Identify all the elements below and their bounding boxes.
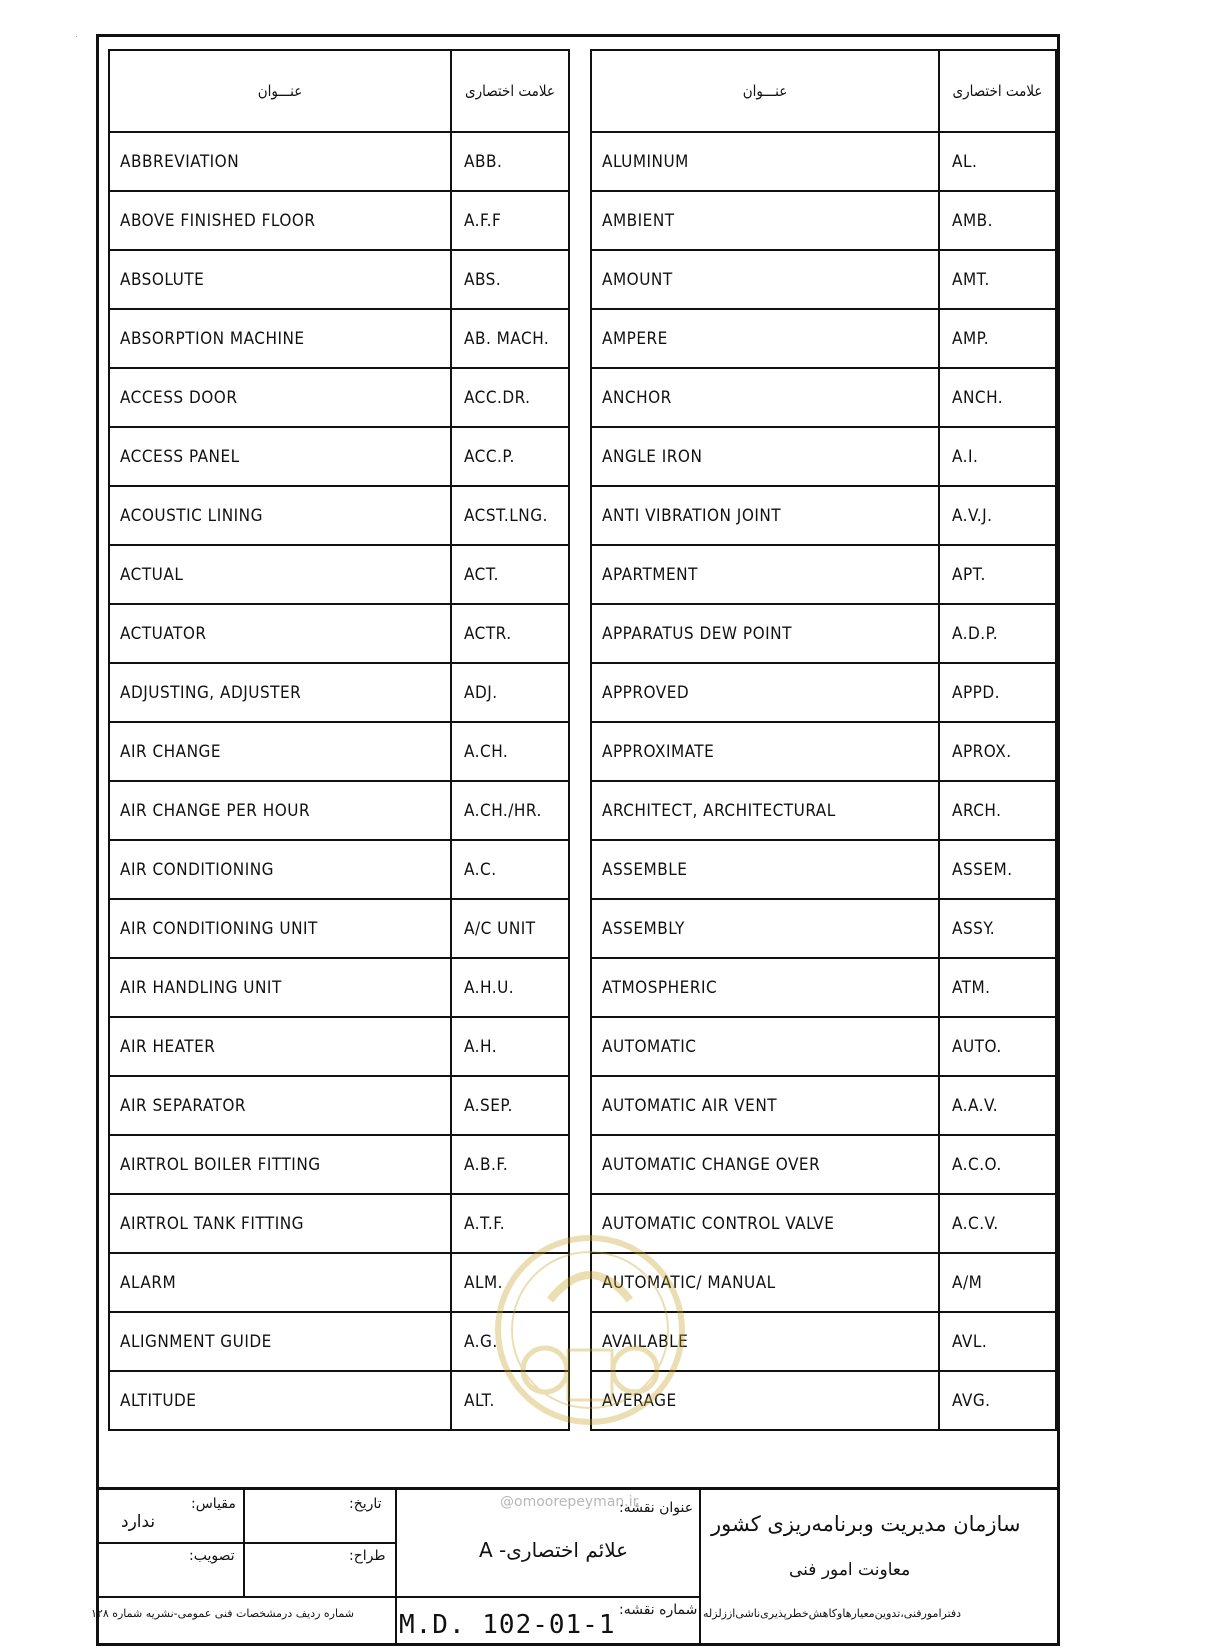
term-title: ASSEMBLE — [591, 840, 939, 899]
term-abbreviation: A.A.V. — [939, 1076, 1056, 1135]
term-abbreviation: A.CH. — [451, 722, 569, 781]
term-abbreviation: ACC.P. — [451, 427, 569, 486]
table-row — [109, 781, 569, 840]
table-row — [109, 840, 569, 899]
term-title: ANGLE IRON — [591, 427, 939, 486]
table-row — [109, 1135, 569, 1194]
term-title: ACOUSTIC LINING — [109, 486, 451, 545]
table-row — [109, 1076, 569, 1135]
term-abbreviation: ACC.DR. — [451, 368, 569, 427]
term-abbreviation: ACTR. — [451, 604, 569, 663]
term-title: ALTITUDE — [109, 1371, 451, 1430]
term-abbreviation: AMB. — [939, 191, 1056, 250]
table-row — [591, 250, 1056, 309]
term-abbreviation: ABB. — [451, 132, 569, 191]
term-title: AUTOMATIC AIR VENT — [591, 1076, 939, 1135]
table-row — [591, 781, 1056, 840]
term-title: ADJUSTING, ADJUSTER — [109, 663, 451, 722]
abbreviation-table-right — [590, 49, 1057, 1431]
term-title: AUTOMATIC/ MANUAL — [591, 1253, 939, 1312]
organization-name: سازمان مدیریت وبرنامه‌ریزی کشور — [711, 1512, 1021, 1536]
column-header-abbreviation: علامت اختصاری — [939, 50, 1056, 132]
table-row — [109, 427, 569, 486]
table-body — [109, 132, 569, 1430]
table-row — [109, 191, 569, 250]
term-title: ACCESS PANEL — [109, 427, 451, 486]
term-abbreviation: ATM. — [939, 958, 1056, 1017]
table-row — [591, 132, 1056, 191]
table-row — [591, 1135, 1056, 1194]
term-abbreviation: A.F.F — [451, 191, 569, 250]
term-abbreviation: A.G. — [451, 1312, 569, 1371]
term-title: AIRTROL TANK FITTING — [109, 1194, 451, 1253]
table-row — [591, 1371, 1056, 1430]
term-abbreviation: AMP. — [939, 309, 1056, 368]
term-abbreviation: A.CH./HR. — [451, 781, 569, 840]
term-abbreviation: ADJ. — [451, 663, 569, 722]
table-row — [109, 958, 569, 1017]
term-abbreviation: A.B.F. — [451, 1135, 569, 1194]
term-title: ACTUAL — [109, 545, 451, 604]
table-row — [591, 1017, 1056, 1076]
term-title: ABBREVIATION — [109, 132, 451, 191]
term-abbreviation: ACST.LNG. — [451, 486, 569, 545]
table-row — [591, 1312, 1056, 1371]
term-title: AIR CHANGE — [109, 722, 451, 781]
term-title: ANCHOR — [591, 368, 939, 427]
table-row — [591, 191, 1056, 250]
table-row — [591, 604, 1056, 663]
term-title: AUTOMATIC CONTROL VALVE — [591, 1194, 939, 1253]
term-abbreviation: A.SEP. — [451, 1076, 569, 1135]
table-body — [591, 132, 1056, 1430]
term-title: APPROXIMATE — [591, 722, 939, 781]
table-row — [591, 1253, 1056, 1312]
approval-label: تصویب: — [189, 1548, 235, 1564]
scale-value: ندارد — [121, 1512, 156, 1532]
term-abbreviation: APT. — [939, 545, 1056, 604]
term-title: AIRTROL BOILER FITTING — [109, 1135, 451, 1194]
table-row — [591, 545, 1056, 604]
table-row — [109, 604, 569, 663]
term-abbreviation: AVG. — [939, 1371, 1056, 1430]
term-title: ANTI VIBRATION JOINT — [591, 486, 939, 545]
term-abbreviation: A.D.P. — [939, 604, 1056, 663]
term-abbreviation: ABS. — [451, 250, 569, 309]
table-row — [109, 663, 569, 722]
column-header-title: عنـــوان — [591, 50, 939, 132]
term-title: AVERAGE — [591, 1371, 939, 1430]
drawing-sheet — [91, 34, 1060, 1646]
term-title: ATMOSPHERIC — [591, 958, 939, 1017]
term-title: APPROVED — [591, 663, 939, 722]
term-abbreviation: A/M — [939, 1253, 1056, 1312]
term-abbreviation: A.C. — [451, 840, 569, 899]
abbreviation-table-left — [108, 49, 570, 1431]
term-abbreviation: AL. — [939, 132, 1056, 191]
term-abbreviation: A.C.O. — [939, 1135, 1056, 1194]
term-abbreviation: AVL. — [939, 1312, 1056, 1371]
term-abbreviation: ALM. — [451, 1253, 569, 1312]
scale-label: مقیاس: — [191, 1496, 236, 1512]
term-title: AVAILABLE — [591, 1312, 939, 1371]
table-row — [109, 1253, 569, 1312]
term-abbreviation: AUTO. — [939, 1017, 1056, 1076]
table-row — [109, 132, 569, 191]
term-title: ALIGNMENT GUIDE — [109, 1312, 451, 1371]
table-row — [109, 1371, 569, 1430]
term-title: ACTUATOR — [109, 604, 451, 663]
term-title: AIR CONDITIONING — [109, 840, 451, 899]
term-title: APPARATUS DEW POINT — [591, 604, 939, 663]
column-header-title: عنـــوان — [109, 50, 451, 132]
table-row — [591, 722, 1056, 781]
term-title: AUTOMATIC CHANGE OVER — [591, 1135, 939, 1194]
term-abbreviation: ARCH. — [939, 781, 1056, 840]
term-title: AIR HEATER — [109, 1017, 451, 1076]
term-title: AIR SEPARATOR — [109, 1076, 451, 1135]
table-row — [591, 368, 1056, 427]
term-title: AUTOMATIC — [591, 1017, 939, 1076]
term-abbreviation: A.C.V. — [939, 1194, 1056, 1253]
term-abbreviation: APPD. — [939, 663, 1056, 722]
term-title: AIR HANDLING UNIT — [109, 958, 451, 1017]
term-abbreviation: A.H. — [451, 1017, 569, 1076]
table-row — [591, 486, 1056, 545]
term-abbreviation: ACT. — [451, 545, 569, 604]
term-title: AMBIENT — [591, 191, 939, 250]
table-row — [591, 1076, 1056, 1135]
table-row — [109, 545, 569, 604]
term-abbreviation: AB. MACH. — [451, 309, 569, 368]
term-title: ARCHITECT, ARCHITECTURAL — [591, 781, 939, 840]
table-row — [109, 368, 569, 427]
term-title: AIR CONDITIONING UNIT — [109, 899, 451, 958]
column-header-abbreviation: علامت اختصاری — [451, 50, 569, 132]
deputy-name: معاونت امور فنی — [789, 1560, 911, 1580]
table-row — [591, 899, 1056, 958]
table-header-row — [591, 50, 1056, 132]
term-title: APARTMENT — [591, 545, 939, 604]
term-title: ACCESS DOOR — [109, 368, 451, 427]
term-abbreviation: A.V.J. — [939, 486, 1056, 545]
drawing-number-label: شماره نقشه: — [619, 1602, 698, 1618]
term-title: ABOVE FINISHED FLOOR — [109, 191, 451, 250]
term-title: ABSORPTION MACHINE — [109, 309, 451, 368]
table-row — [109, 1312, 569, 1371]
term-abbreviation: A.I. — [939, 427, 1056, 486]
watermark-text: @omoorepeyman.ir — [500, 1494, 639, 1510]
drawing-number: M.D. 102-01-1 — [399, 1610, 616, 1640]
table-row — [591, 1194, 1056, 1253]
table-row — [591, 958, 1056, 1017]
office-name: دفترامورفنی،تدوین‌معیارهاوکاهش‌خطرپذیری‌ناشی‌اززلزله — [703, 1607, 962, 1620]
term-abbreviation: A.T.F. — [451, 1194, 569, 1253]
table-header-row — [109, 50, 569, 132]
term-abbreviation: APROX. — [939, 722, 1056, 781]
row-reference: شماره ردیف درمشخصات فنی عمومی-نشریه شماره ۱۲۸ — [91, 1607, 354, 1620]
title-block — [91, 1487, 1057, 1643]
table-row — [109, 250, 569, 309]
table-row — [109, 722, 569, 781]
term-title: ABSOLUTE — [109, 250, 451, 309]
term-abbreviation: A/C UNIT — [451, 899, 569, 958]
drawing-title-label: عنوان نقشه: — [619, 1500, 694, 1516]
table-row — [109, 1194, 569, 1253]
term-abbreviation: ANCH. — [939, 368, 1056, 427]
table-row — [109, 1017, 569, 1076]
drawing-title: علائم اختصاری- A — [479, 1538, 629, 1562]
term-title: AMPERE — [591, 309, 939, 368]
term-title: ALARM — [109, 1253, 451, 1312]
table-row — [591, 309, 1056, 368]
term-abbreviation: ASSEM. — [939, 840, 1056, 899]
table-row — [591, 840, 1056, 899]
table-row — [109, 899, 569, 958]
term-abbreviation: ALT. — [451, 1371, 569, 1430]
term-abbreviation: A.H.U. — [451, 958, 569, 1017]
table-row — [591, 427, 1056, 486]
term-abbreviation: AMT. — [939, 250, 1056, 309]
table-row — [109, 486, 569, 545]
term-title: AIR CHANGE PER HOUR — [109, 781, 451, 840]
date-label: تاریخ: — [349, 1496, 382, 1512]
designer-label: طراح: — [349, 1548, 386, 1564]
term-title: AMOUNT — [591, 250, 939, 309]
term-abbreviation: ASSY. — [939, 899, 1056, 958]
table-row — [109, 309, 569, 368]
term-title: ASSEMBLY — [591, 899, 939, 958]
term-title: ALUMINUM — [591, 132, 939, 191]
table-row — [591, 663, 1056, 722]
